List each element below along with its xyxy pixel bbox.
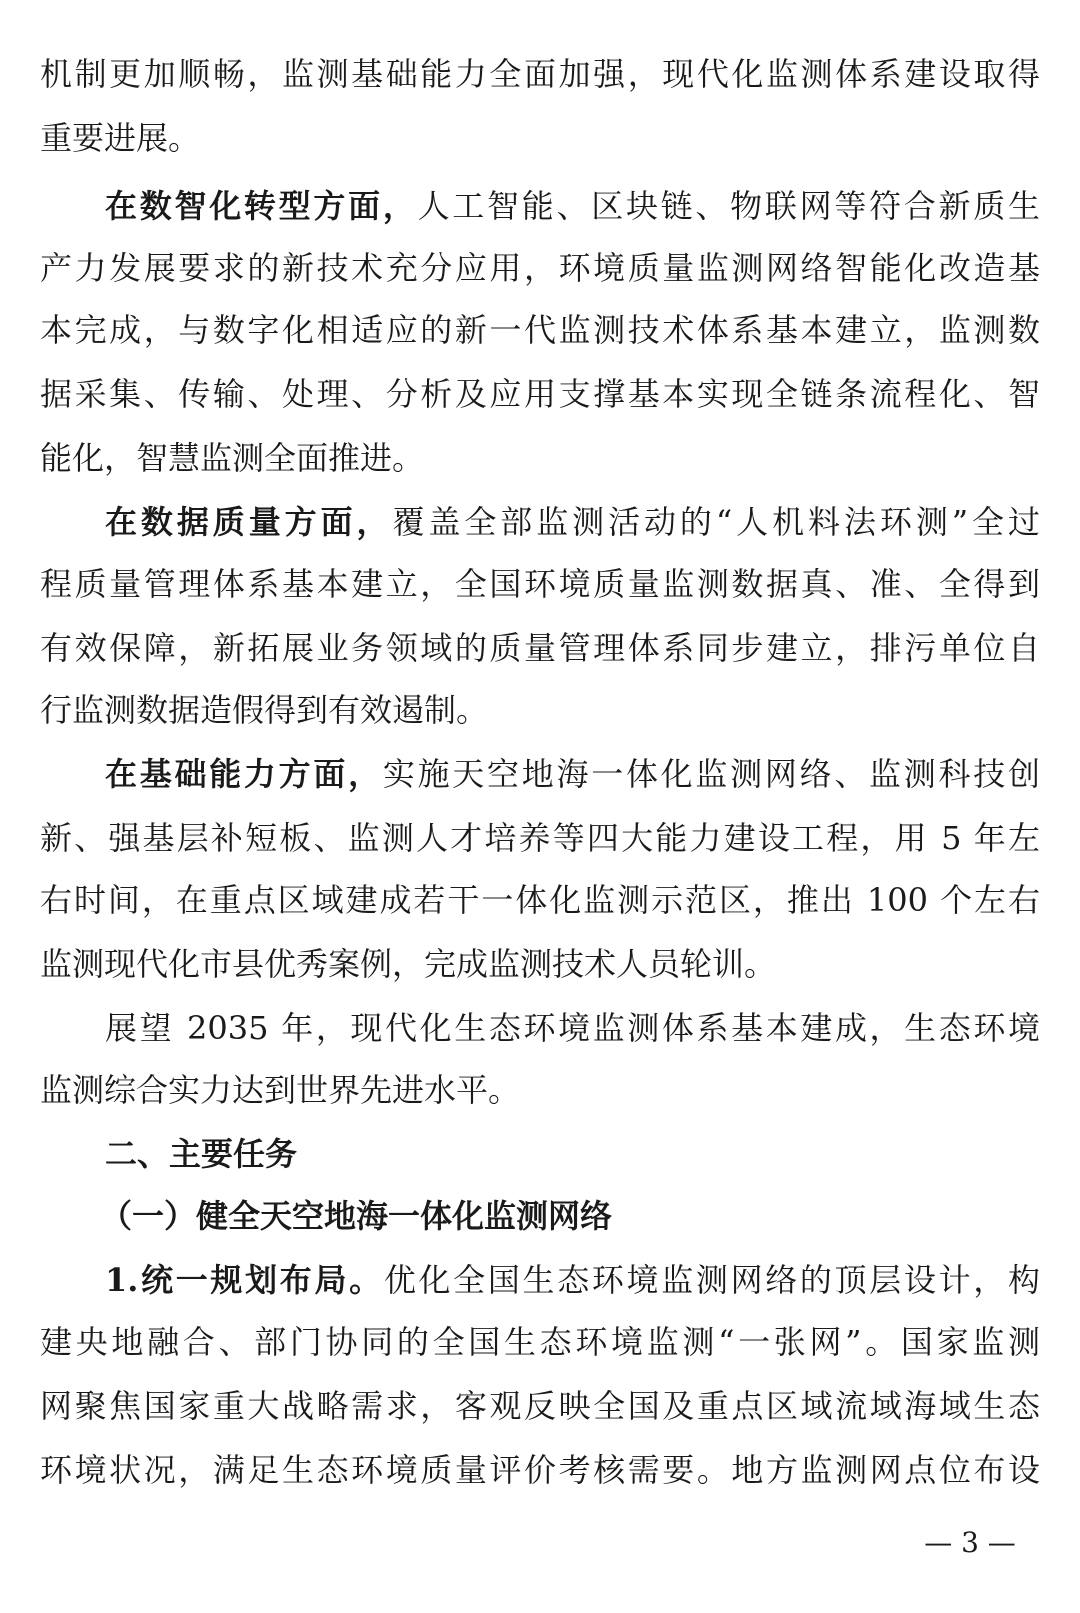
- body-text-line: 展望 2035 年，现代化生态环境监测体系基本建成，生态环境: [105, 1009, 1040, 1047]
- body-text: 人工智能、区块链、物联网等符合新质生: [417, 187, 1040, 225]
- body-text-line: 建央地融合、部门协同的全国生态环境监测“一张网”。国家监测: [40, 1323, 1040, 1361]
- paragraph-quality-first-line: [105, 492, 1040, 552]
- body-text-line: 监测综合实力达到世界先进水平。: [40, 1071, 521, 1109]
- body-text-line: 新、强基层补短板、监测人才培养等四大能力建设工程，用 5 年左: [40, 819, 1040, 857]
- body-text-line: 重要进展。: [40, 119, 201, 157]
- body-text-line: 程质量管理体系基本建立，全国环境质量监测数据真、准、全得到: [40, 565, 1040, 603]
- body-text: 优化全国生态环境监测网络的顶层设计，构: [383, 1261, 1040, 1299]
- body-text-line: 据采集、传输、处理、分析及应用支撑基本实现全链条流程化、智: [40, 375, 1040, 413]
- subsection-heading: （一）健全天空地海一体化监测网络: [100, 1197, 613, 1235]
- body-text-line: 有效保障，新拓展业务领域的质量管理体系同步建立，排污单位自: [40, 629, 1040, 667]
- body-text-line: 行监测数据造假得到有效遏制。: [40, 691, 489, 729]
- page-number: — 3 —: [924, 1526, 1016, 1559]
- paragraph-task1-first-line: [105, 1250, 1040, 1310]
- body-text-line: 机制更加顺畅，监测基础能力全面加强，现代化监测体系建设取得: [40, 55, 1040, 93]
- body-text-line: 网聚焦国家重大战略需求，客观反映全国及重点区域流域海域生态: [40, 1387, 1040, 1425]
- body-text-line: 环境状况，满足生态环境质量评价考核需要。地方监测网点位布设: [40, 1451, 1040, 1489]
- body-text-line: 监测现代化市县优秀案例，完成监测技术人员轮训。: [40, 945, 777, 983]
- paragraph-digital-first-line: [105, 176, 1040, 236]
- body-text-line: 本完成，与数字化相适应的新一代监测技术体系基本建立，监测数: [40, 311, 1040, 349]
- body-text: 覆盖全部监测活动的“人机料法环测”全过: [392, 503, 1040, 541]
- body-text: 实施天空地海一体化监测网络、监测科技创: [382, 755, 1040, 793]
- body-text-line: 产力发展要求的新技术充分应用，环境质量监测网络智能化改造基: [40, 249, 1040, 287]
- section-heading: 二、主要任务: [105, 1135, 298, 1173]
- body-text-line: 能化，智慧监测全面推进。: [40, 439, 425, 477]
- body-text-line: 右时间，在重点区域建成若干一体化监测示范区，推出 100 个左右: [40, 881, 1040, 919]
- paragraph-lead-task1: 1.统一规划布局。: [105, 1261, 384, 1299]
- paragraph-capacity-first-line: [105, 744, 1040, 804]
- paragraph-lead-digital: 在数智化转型方面，: [105, 187, 418, 225]
- paragraph-lead-quality: 在数据质量方面，: [105, 503, 393, 541]
- paragraph-lead-capacity: 在基础能力方面，: [105, 755, 383, 793]
